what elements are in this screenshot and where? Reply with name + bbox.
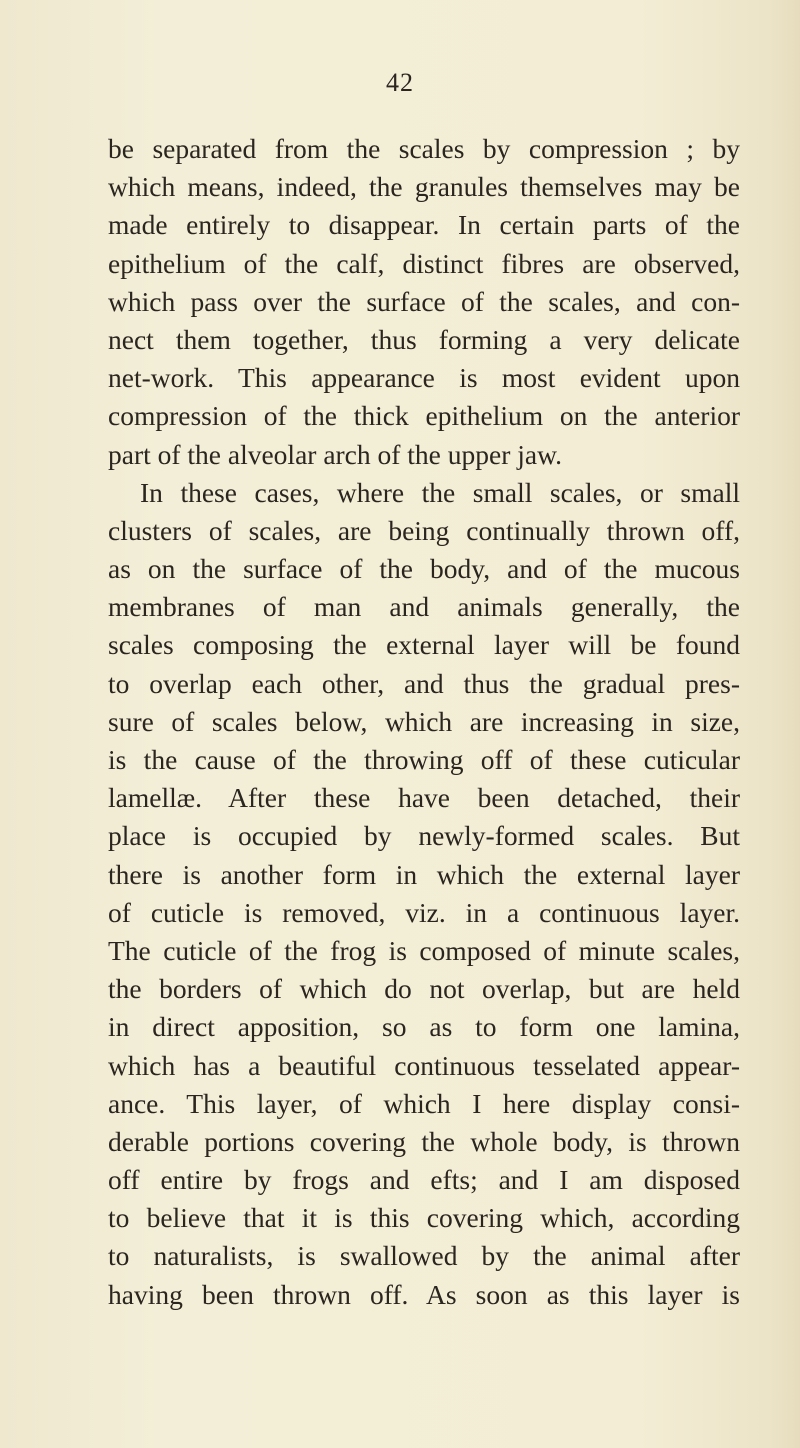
- text-line: is the cause of the throwing off of these cuticular: [108, 744, 740, 775]
- text-line: clusters of scales, are being continually thrown off,: [108, 514, 740, 546]
- text-line: there is another form in which the external layer: [108, 858, 740, 890]
- text-line: epithelium of the calf, distinct fibres are observed,: [108, 247, 740, 279]
- text-line: place is occupied by newly-formed scales. But: [108, 820, 740, 852]
- text-line: nect them together, thus forming a very delicate: [108, 323, 740, 355]
- text-line: lamellæ. After these have been detached, their: [108, 782, 740, 814]
- text-line: ance. This layer, of which I here display consi-: [108, 1087, 740, 1119]
- text-line: compression of the thick epithelium on the anterior: [108, 400, 740, 432]
- text-line: to believe that it is this covering which, according: [108, 1202, 740, 1234]
- text-line: membranes of man and animals generally, the: [108, 591, 740, 623]
- text-line: be separated from the scales by compression ; by: [108, 133, 740, 164]
- text-line: to overlap each other, and thus the gradual pres-: [108, 667, 740, 699]
- text-line: made entirely to disappear. In certain parts of the: [108, 209, 740, 241]
- text-line: off entire by frogs and efts; and I am disposed: [108, 1164, 740, 1196]
- text-line: the borders of which do not overlap, but are held: [108, 973, 740, 1005]
- text-line: as on the surface of the body, and of the mucous: [108, 553, 740, 585]
- text-line: which pass over the surface of the scales, and con-: [108, 285, 740, 317]
- text-line: in direct apposition, so as to form one lamina,: [108, 1011, 740, 1043]
- text-line: net-work. This appearance is most evident upon: [108, 362, 740, 394]
- text-line: having been thrown off. As soon as this layer is: [108, 1278, 740, 1310]
- text-line: which means, indeed, the granules themselves may be: [108, 171, 740, 203]
- text-line: derable portions covering the whole body, is thrown: [108, 1125, 740, 1157]
- body-text: [108, 130, 740, 1314]
- text-line: The cuticle of the frog is composed of minute scales,: [108, 934, 740, 966]
- page-number: 42: [386, 68, 414, 97]
- text-line: which has a beautiful continuous tesselated appear-: [108, 1049, 740, 1081]
- text-line: sure of scales below, which are increasing in size,: [108, 705, 740, 737]
- text-line: part of the alveolar arch of the upper jaw.: [108, 438, 563, 470]
- text-line: scales composing the external layer will be found: [108, 629, 740, 661]
- text-line: of cuticle is removed, viz. in a continuous layer.: [108, 896, 740, 928]
- text-line: to naturalists, is swallowed by the animal after: [108, 1240, 740, 1272]
- text-line: In these cases, where the small scales, or small: [140, 476, 740, 508]
